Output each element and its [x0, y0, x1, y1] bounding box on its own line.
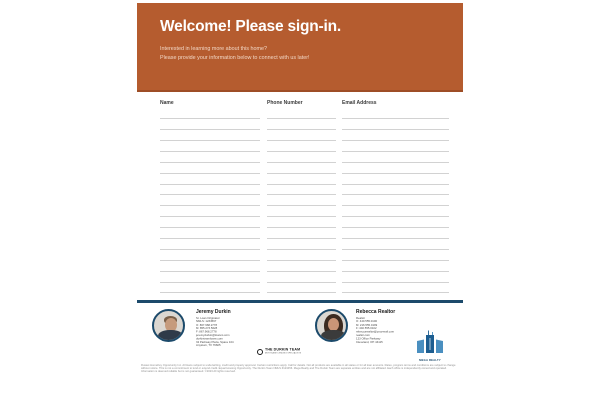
sign-in-row: [137, 250, 463, 261]
contact-line: F: 867.968.2778: [196, 330, 217, 334]
disclaimer-text: Russet HomeKey Opportunity Inc. All loans subject to underwriting, credit and property approval. Certain restrictions apply. Call for details. Not all products are available in all states or for all loan amounts. Rates, program terms and conditions are subject to change without notice. This is not a commitment to lend or extend credit. Equal Housing Opportunity. The Durkin Team NMLS #123456. Mega Realty and The Durkin Team are separate entities and are not affiliated. Each office is independently owned and operated. Information is deemed reliable but is not guaranteed. ©2023 All rights reserved.: [141, 364, 456, 373]
column-header-phone: Phone Number: [267, 100, 303, 106]
avatar-face: [328, 318, 339, 331]
page-title: Welcome! Please sign-in.: [160, 18, 341, 35]
durkin-team-logo-icon: [257, 349, 263, 355]
sign-in-line-name[interactable]: [160, 174, 260, 185]
sign-in-line-name[interactable]: [160, 206, 260, 217]
sign-in-row: [137, 152, 463, 163]
sign-in-row: [137, 217, 463, 228]
contact-line: M: 855.273.5628: [196, 326, 218, 330]
sign-in-line-email[interactable]: [342, 163, 449, 174]
sign-in-line-email[interactable]: [342, 239, 449, 250]
contact-line: Sr. Loan Originator: [196, 316, 220, 320]
sign-in-line-phone[interactable]: [267, 141, 336, 152]
contact-line: NMLS: 1234567: [196, 319, 217, 323]
mega-realty-logo: [413, 330, 447, 365]
contact-line: Anytown, TX 76605: [196, 343, 221, 347]
sign-in-line-name[interactable]: [160, 250, 260, 261]
sign-in-row: [137, 174, 463, 185]
footer-divider: [137, 300, 463, 303]
sign-in-line-name[interactable]: [160, 119, 260, 130]
sign-in-row: [137, 185, 463, 196]
sign-in-line-phone[interactable]: [267, 261, 336, 272]
sign-in-line-phone[interactable]: [267, 152, 336, 163]
header-subtitle-line1: Interested in learning more about this home?: [160, 46, 267, 52]
mega-realty-name: MEGA REALTY: [419, 359, 441, 362]
contact-line: O: 867.968.2778: [196, 323, 218, 327]
sign-in-row: [137, 272, 463, 283]
durkin-team-logo: [257, 348, 355, 358]
sign-in-line-name[interactable]: [160, 185, 260, 196]
sign-in-line-email[interactable]: [342, 228, 449, 239]
sign-in-row: [137, 283, 463, 294]
disclaimer-area: [141, 364, 459, 385]
contact-line: Cleveland, OH 44115: [356, 340, 383, 344]
sign-in-row: [137, 228, 463, 239]
sign-in-line-phone[interactable]: [267, 119, 336, 130]
sign-in-line-name[interactable]: [160, 141, 260, 152]
contact-line: 32 Parkway Plaza, Space 104: [196, 340, 234, 344]
sign-in-line-email[interactable]: [342, 108, 449, 119]
sign-in-line-name[interactable]: [160, 217, 260, 228]
contact-line: realtor.com: [356, 333, 370, 337]
sign-in-line-email[interactable]: [342, 141, 449, 152]
column-header-name: Name: [160, 100, 174, 106]
contact-line: Realtor: [356, 316, 366, 320]
contact-line: 123 Office Parkway: [356, 337, 381, 340]
sign-in-line-name[interactable]: [160, 152, 260, 163]
sign-in-line-name[interactable]: [160, 163, 260, 174]
avatar-torso: [158, 330, 183, 342]
contact-line: rebeccarealtor@yoozmail.com: [356, 330, 395, 334]
sign-in-line-name[interactable]: [160, 261, 260, 272]
sign-in-row: [137, 130, 463, 141]
sign-in-line-phone[interactable]: [267, 195, 336, 206]
sign-in-line-name[interactable]: [160, 272, 260, 283]
sign-in-line-name[interactable]: [160, 108, 260, 119]
sign-in-row: [137, 195, 463, 206]
signin-sheet-page: [137, 3, 463, 385]
sign-in-row: [137, 163, 463, 174]
sign-in-line-phone[interactable]: [267, 217, 336, 228]
sign-in-line-email[interactable]: [342, 261, 449, 272]
contact-line: durkinteamloans.com: [196, 337, 223, 340]
sign-in-row: [137, 141, 463, 152]
sign-in-line-phone[interactable]: [267, 283, 336, 294]
sign-in-line-phone[interactable]: [267, 239, 336, 250]
contact-line: O: 440.555.0100: [356, 319, 378, 323]
sign-in-row: [137, 108, 463, 119]
sign-in-line-phone[interactable]: [267, 250, 336, 261]
sign-in-line-email[interactable]: [342, 174, 449, 185]
agent-photo-jeremy: [152, 309, 185, 342]
agent-name-rebecca: Rebecca Realtor: [356, 309, 396, 315]
sign-in-line-name[interactable]: [160, 195, 260, 206]
contact-line: F: 440.555.0102: [356, 326, 377, 330]
sign-in-line-phone[interactable]: [267, 206, 336, 217]
sign-in-line-email[interactable]: [342, 272, 449, 283]
sign-in-line-email[interactable]: [342, 130, 449, 141]
sign-in-row: [137, 261, 463, 272]
sign-in-line-phone[interactable]: [267, 272, 336, 283]
durkin-team-tagline: MORTGAGE LENDING SPECIALISTS: [265, 351, 302, 354]
durkin-team-logo-text: [265, 348, 319, 354]
sign-in-row: [137, 239, 463, 250]
sign-in-line-email[interactable]: [342, 152, 449, 163]
sign-in-line-phone[interactable]: [267, 228, 336, 239]
sign-in-line-email[interactable]: [342, 195, 449, 206]
agent-contact-rebecca: [356, 317, 418, 344]
sign-in-line-name[interactable]: [160, 283, 260, 294]
sign-in-line-phone[interactable]: [267, 108, 336, 119]
sign-in-line-phone[interactable]: [267, 130, 336, 141]
buildings-icon: [414, 330, 446, 354]
sign-in-row: [137, 206, 463, 217]
sign-in-line-name[interactable]: [160, 130, 260, 141]
sign-in-line-name[interactable]: [160, 228, 260, 239]
sign-in-line-phone[interactable]: [267, 174, 336, 185]
contact-line: jeremydurkin@loanco.com: [196, 333, 230, 337]
avatar-torso: [321, 330, 346, 342]
agent-photo-rebecca: [315, 309, 348, 342]
column-header-email: Email Address: [342, 100, 377, 106]
sign-in-line-email[interactable]: [342, 283, 449, 294]
signin-table-header: [137, 100, 463, 106]
sign-in-line-email[interactable]: [342, 250, 449, 261]
durkin-team-name: THE DURKIN TEAM: [265, 348, 301, 352]
sign-in-line-email[interactable]: [342, 119, 449, 130]
sign-in-line-email[interactable]: [342, 217, 449, 228]
sign-in-line-phone[interactable]: [267, 185, 336, 196]
sign-in-line-email[interactable]: [342, 185, 449, 196]
contact-line: M: 216.555.0199: [356, 323, 378, 327]
sign-in-row: [137, 119, 463, 130]
header-subtitle-line2: Please provide your information below to connect with us later!: [160, 55, 310, 61]
signin-table-body: [137, 108, 463, 293]
header-subtitle: [160, 45, 310, 63]
sign-in-line-email[interactable]: [342, 206, 449, 217]
header-banner: [137, 3, 463, 92]
sign-in-line-phone[interactable]: [267, 163, 336, 174]
agent-name-jeremy: Jeremy Durkin: [196, 309, 231, 315]
sign-in-line-name[interactable]: [160, 239, 260, 250]
agent-contact-jeremy: [196, 317, 258, 348]
